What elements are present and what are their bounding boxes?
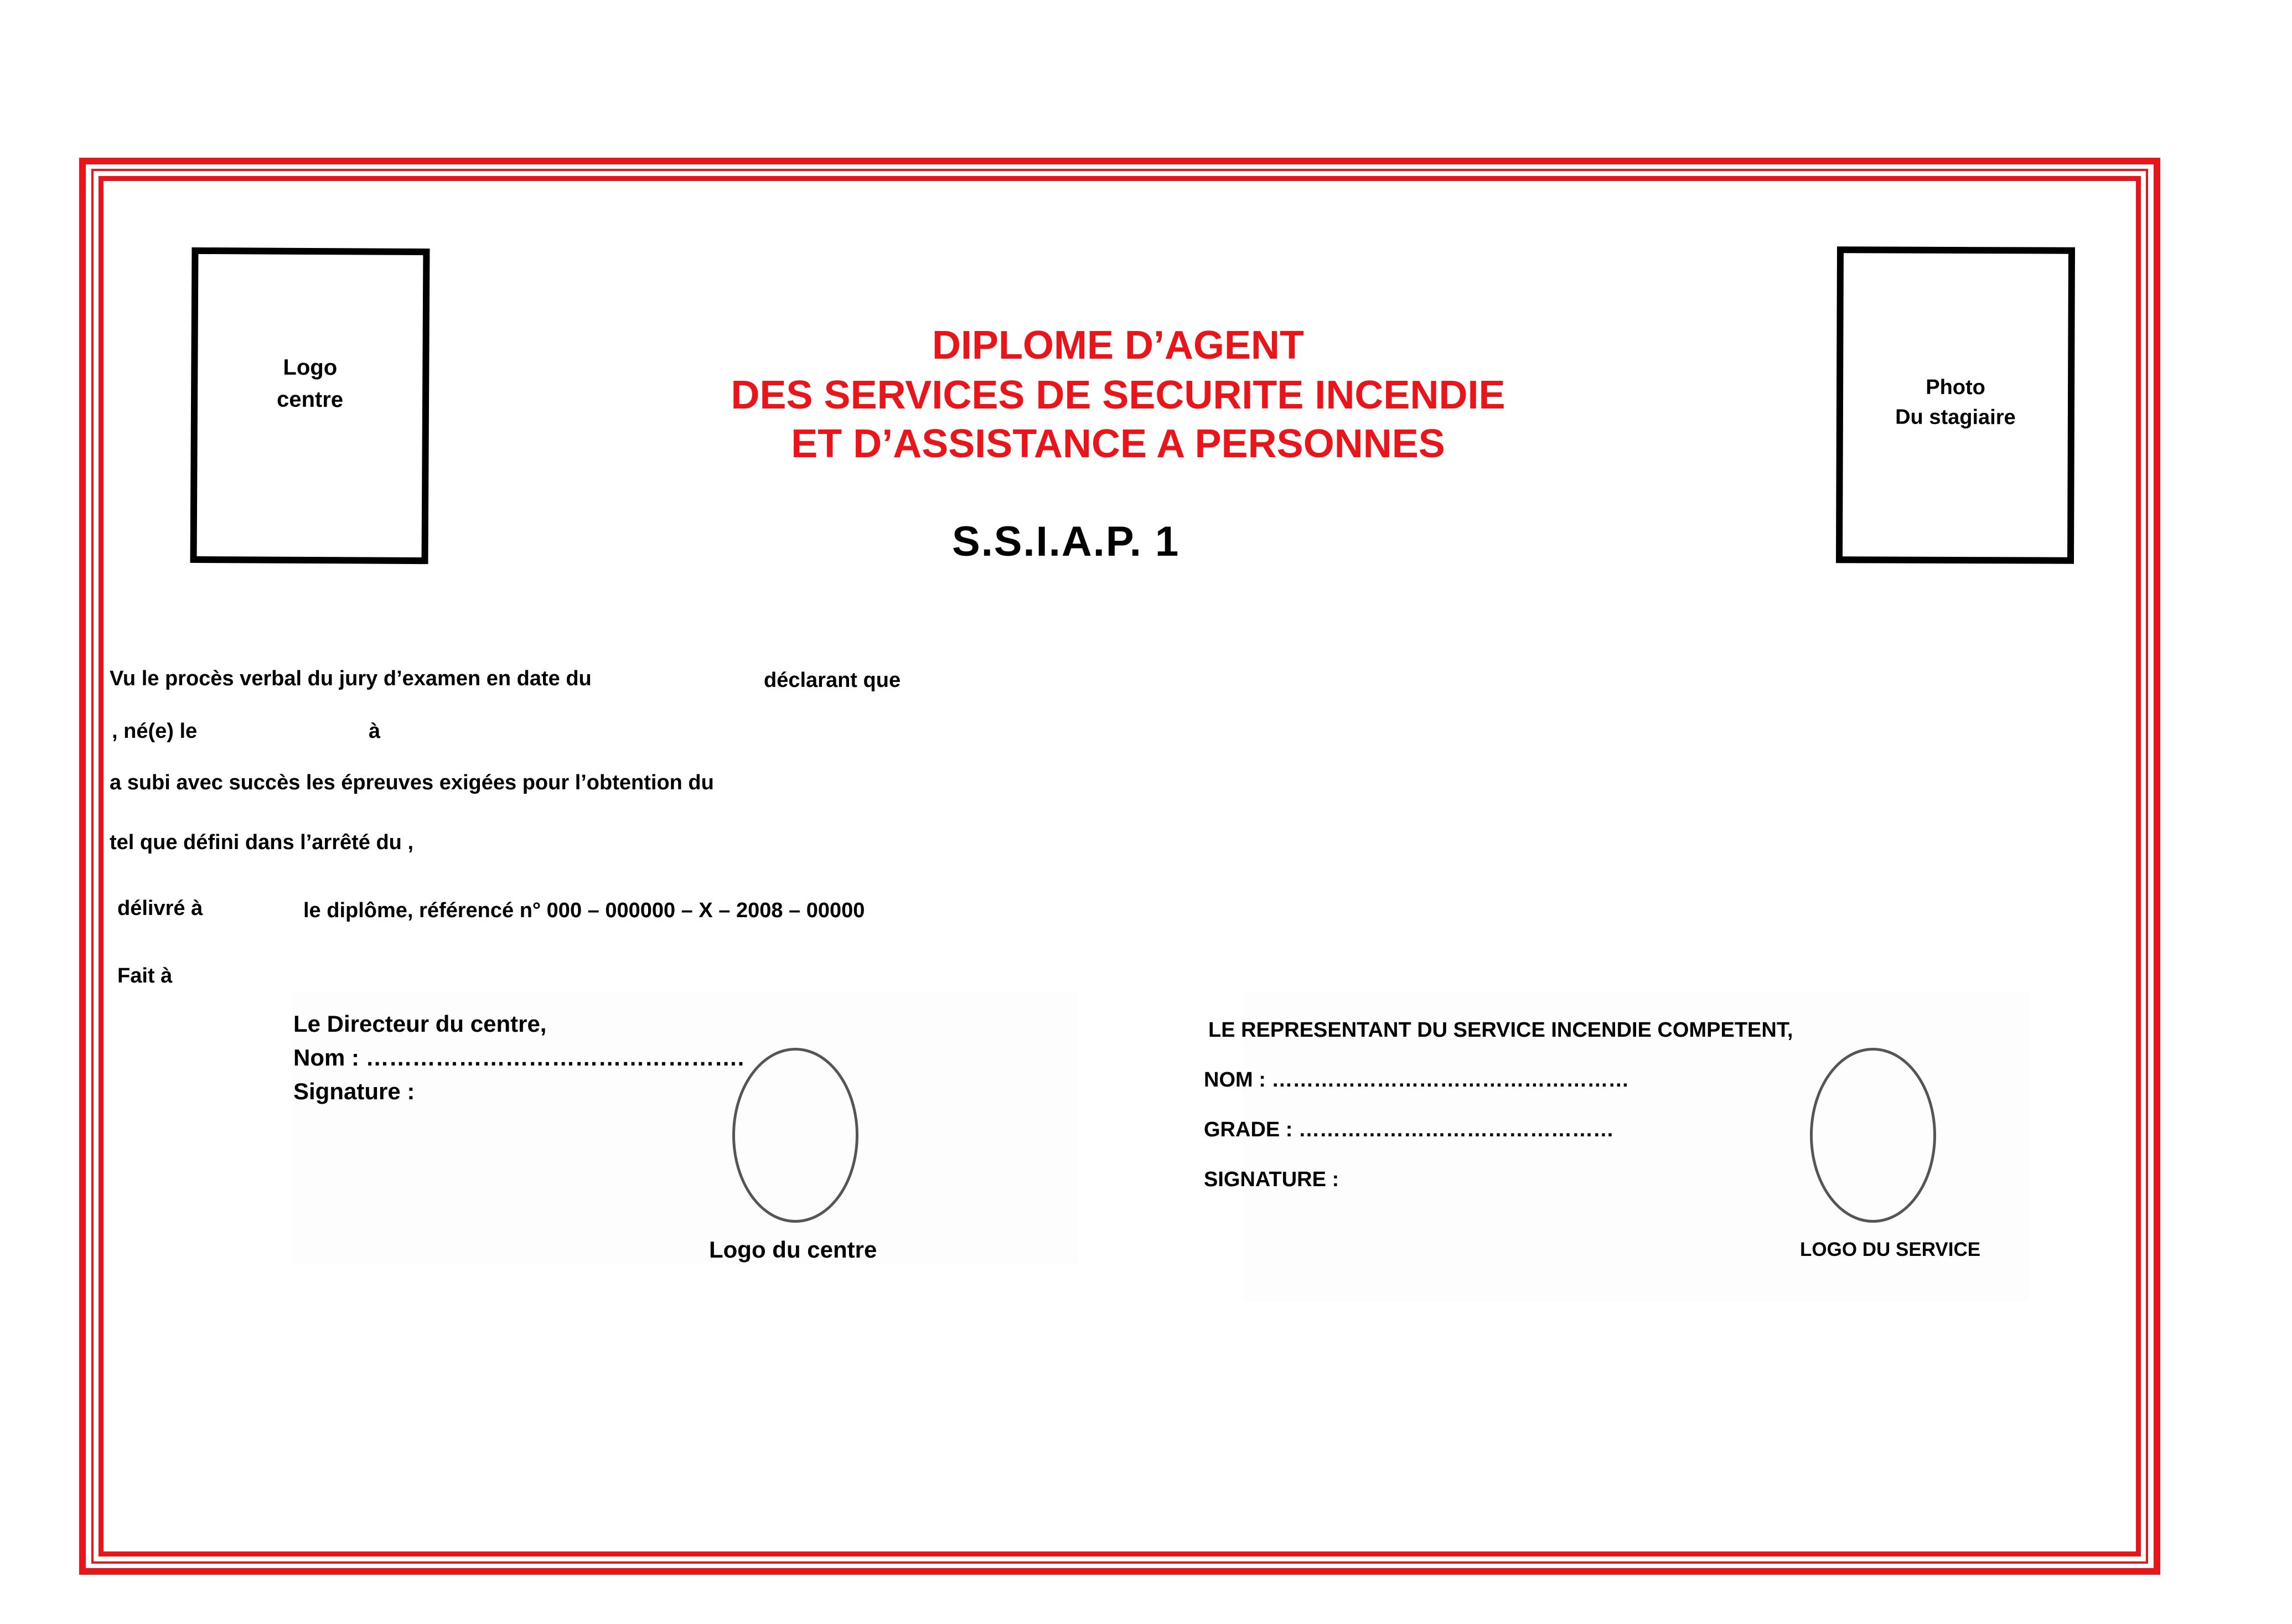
proces-verbal-text: Vu le procès verbal du jury d’examen en date du (110, 667, 592, 690)
representative-title: LE REPRESENTANT DU SERVICE INCENDIE COMPETENT, (1208, 1018, 1793, 1042)
logo-label-line1: Logo (283, 355, 338, 380)
title-line-1: DIPLOME D’AGENT (932, 323, 1304, 368)
director-signature-line: Signature : (293, 1078, 415, 1104)
title-line-2: DES SERVICES DE SECURITE INCENDIE (731, 373, 1505, 417)
service-seal-circle (1810, 1048, 1936, 1223)
service-logo-label: LOGO DU SERVICE (1800, 1239, 1981, 1260)
representative-grade-line: GRADE : ……………………………………… (1204, 1118, 1614, 1141)
title-line-3: ET D’ASSISTANCE A PERSONNES (791, 422, 1445, 466)
delivered-to-text: délivré à (117, 897, 203, 920)
diploma-code: S.S.I.A.P. 1 (952, 518, 1180, 565)
decree-text: tel que défini dans l’arrêté du , (110, 831, 413, 854)
born-at-text: à (369, 720, 381, 743)
diploma-reference: le diplôme, référencé n° 000 – 000000 – X – 2008 – 00000 (303, 899, 865, 922)
director-name-line: Nom : …………………………………………. (293, 1044, 744, 1070)
photo-label-line1: Photo (1926, 375, 1985, 400)
representative-name-line: NOM : …………………………………………… (1204, 1068, 1629, 1092)
passed-exam-text: a subi avec succès les épreuves exigées pour l’obtention du (110, 771, 714, 794)
logo-label-line2: centre (276, 387, 344, 412)
photo-label-line2: Du stagiaire (1895, 405, 2016, 430)
done-at-text: Fait à (117, 964, 173, 987)
director-title: Le Directeur du centre, (293, 1011, 547, 1037)
centre-logo-label: Logo du centre (709, 1237, 877, 1263)
declarant-text: déclarant que (764, 669, 901, 692)
representative-signature-line: SIGNATURE : (1204, 1168, 1339, 1191)
born-on-text: , né(e) le (112, 720, 198, 743)
centre-seal-circle (732, 1048, 858, 1223)
